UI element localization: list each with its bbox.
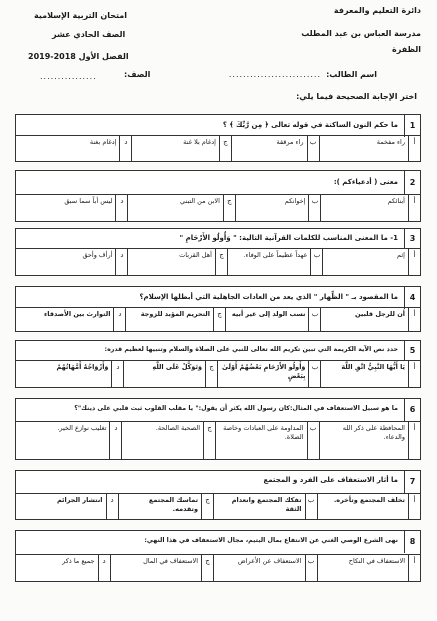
option-a[interactable]: أ إثم	[322, 249, 420, 275]
option-a[interactable]: أ أبنائكم	[320, 195, 420, 221]
question-text: 1- ما المعنى المناسب للكلمات القرآنية التالية: " وَأُولُو الأَرْحَامِ "	[179, 234, 398, 242]
question-number: 1	[404, 115, 420, 137]
option-c[interactable]: ج تماسك المجتمع وتقدمه.	[118, 494, 214, 519]
question-text: ما المقصود بـ " الظِّهار " الذي يعد من العادات الجاهلية التي أبطلها الإسلام؟	[139, 293, 398, 301]
instructions: اختر الإجابة الصحيحة فيما يلي:	[296, 92, 417, 101]
option-d[interactable]: د إدغام بغنة	[16, 136, 131, 161]
option-a[interactable]: أ أن للرجل قلبين	[320, 308, 420, 331]
question-text: ما حكم النون الساكنة في قوله تعالى ﴿ مِن رَّبِّكَ ﴾ ؟	[222, 121, 398, 129]
question-5	[15, 340, 421, 388]
option-c[interactable]: ج الابن من التبني	[127, 195, 234, 221]
option-b[interactable]: ب إخوانكم	[235, 195, 321, 221]
option-b[interactable]: ب الاستعفاف عن الأعراض	[213, 555, 316, 581]
option-c[interactable]: ج وَتَوَكَّلْ عَلَى اللَّهِ	[123, 361, 217, 387]
option-c[interactable]: ج الصحبة الصالحة.	[121, 422, 215, 459]
option-c[interactable]: ج أهل القربات	[127, 249, 227, 275]
grade-label: الصف الحادي عشر	[52, 30, 126, 39]
option-b[interactable]: ب عهداً عظيماً على الوفاء.	[227, 249, 323, 275]
question-text: حدد نص الآية الكريمة التي تبين تكريم الله تعالى للنبي على الصلاة والسلام وتنبيها لعظيم قدره:	[104, 346, 398, 353]
ministry-name: دائرة التعليم والمعرفة	[333, 6, 421, 15]
option-a[interactable]: أ تخلف المجتمع وتأخره.	[317, 494, 420, 519]
option-c[interactable]: ج التحريم المؤبد للزوجة	[125, 308, 225, 331]
term-label: الفصل الأول 2018-2019	[28, 52, 129, 61]
question-text: معنى ( أدعياءكم ):	[333, 178, 398, 186]
option-b[interactable]: ب وَأُولُو الأَرْحَامِ بَعْضُهُمْ أَوْلَىٰ بِبَعْضٍ	[217, 361, 320, 387]
exam-title: امتحان التربية الإسلامية	[34, 11, 127, 20]
question-number: 7	[404, 471, 420, 493]
option-a[interactable]: أ يَا أَيُّهَا النَّبِيُّ اتَّقِ اللَّهَ	[320, 361, 420, 387]
option-a[interactable]: أ راء مفخمة	[319, 136, 421, 161]
question-number: 2	[404, 171, 420, 195]
question-1	[15, 114, 421, 162]
school-name: مدرسة العباس بن عبد المطلب	[301, 29, 421, 38]
option-b[interactable]: ب المداومة على العبادات وخاصة الصلاة.	[215, 422, 318, 459]
question-text: ما هو سبيل الاستعفاف في المثال:كان رسول الله يكثر أن يقول:" يا مقلب القلوب ثبت قلبي على دينك"؟	[74, 405, 398, 412]
question-7	[15, 470, 421, 520]
option-d[interactable]: د تغليب نوازع الخير.	[16, 422, 121, 459]
region-name: الظفرة	[392, 45, 421, 54]
option-c[interactable]: ج الاستعفاف في المال	[110, 555, 213, 581]
option-d[interactable]: د أرأف وأحق	[16, 249, 127, 275]
question-3	[15, 228, 421, 276]
option-d[interactable]: د ليس أباً سما سبق	[16, 195, 127, 221]
question-number: 5	[404, 341, 420, 361]
question-number: 4	[404, 287, 420, 309]
option-b[interactable]: ب تفكك المجتمع وانعدام الثقة	[213, 494, 316, 519]
question-text: نهى الشرع الوصي الغني عن الانتفاع بمال اليتيم، مجال الاستعفاف في هذا النهي:	[144, 537, 398, 544]
question-number: 8	[404, 531, 420, 553]
option-a[interactable]: أ المحافظة على ذكر الله والدعاء.	[319, 422, 421, 459]
student-name-field[interactable]: ..........................	[228, 70, 321, 79]
option-b[interactable]: ب راء مرققة	[231, 136, 319, 161]
question-4	[15, 286, 421, 332]
option-a[interactable]: أ الاستعفاف في النكاح	[317, 555, 420, 581]
option-d[interactable]: د جميع ما ذكر	[16, 555, 110, 581]
class-label: الصف:	[124, 70, 151, 79]
question-2	[15, 170, 421, 222]
option-d[interactable]: د انتشار الجرائم	[16, 494, 118, 519]
question-number: 3	[404, 229, 420, 249]
question-text: ما أثار الاستعفاف على الفرد و المجتمع	[263, 476, 398, 484]
option-d[interactable]: د التوارث بين الأصدقاء	[16, 308, 125, 331]
class-field[interactable]: ................	[40, 72, 97, 81]
question-6	[15, 398, 421, 460]
question-8	[15, 530, 421, 582]
student-name-label: اسم الطالب:	[326, 70, 377, 79]
question-number: 6	[404, 399, 420, 421]
option-d[interactable]: د وَأَزْوَاجُهُ أُمَّهَاتُهُمْ	[16, 361, 123, 387]
option-b[interactable]: ب نسب الولد إلى غير أبيه	[225, 308, 321, 331]
option-c[interactable]: ج إدغام بلا غنة	[131, 136, 231, 161]
